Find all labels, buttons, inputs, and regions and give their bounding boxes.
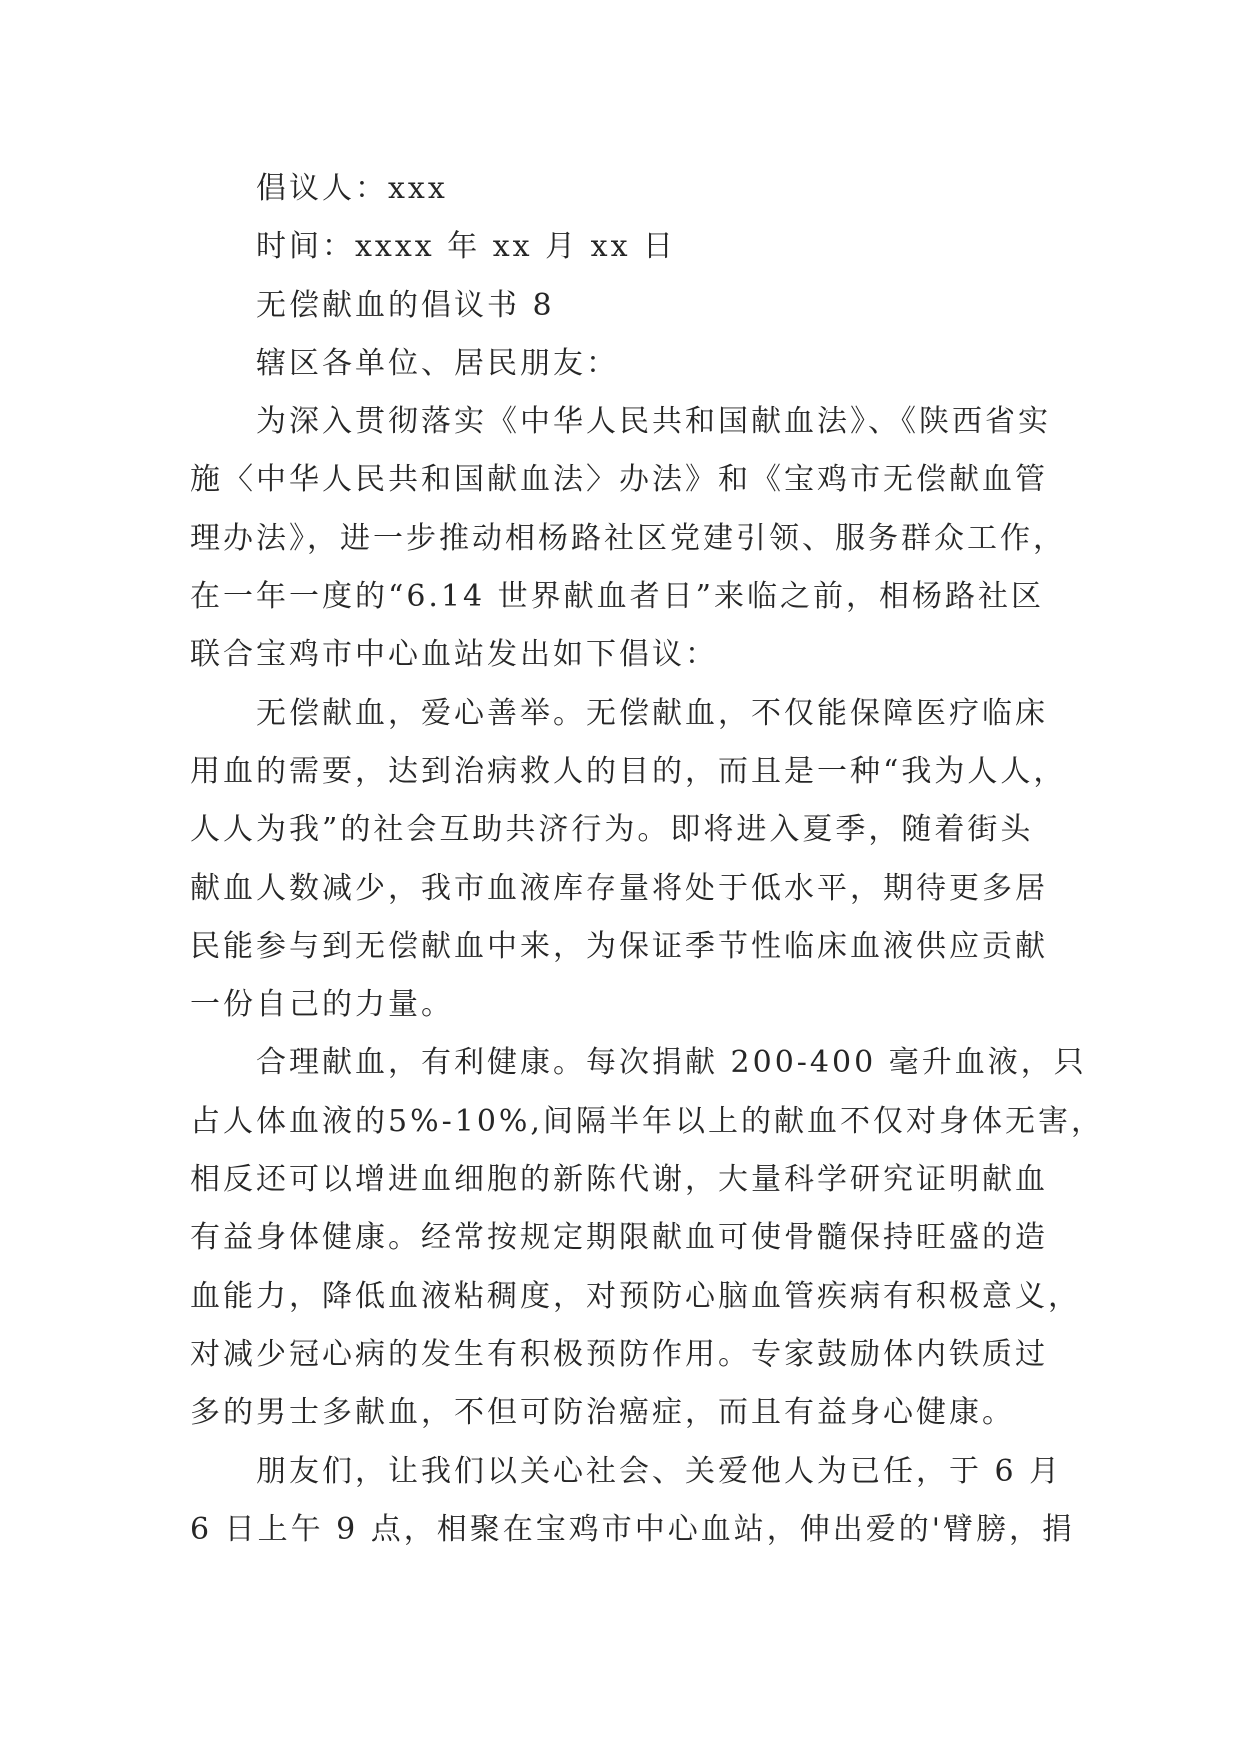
paragraph-4-line: 6 日上午 9 点，相聚在宝鸡市中心血站，伸出爱的'臂膀，捐: [190, 1511, 1076, 1547]
paragraph-2-line: 用血的需要，达到治病救人的目的，而且是一种“我为人人，: [190, 753, 1067, 789]
salutation: 辖区各单位、居民朋友：: [256, 345, 619, 381]
paragraph-2-line: 民能参与到无偿献血中来，为保证季节性临床血液供应贡献: [190, 928, 1048, 964]
paragraph-1-line: 在一年一度的“6.14 世界献血者日”来临之前，相杨路社区: [190, 579, 1045, 615]
paragraph-2-line: 人人为我”的社会互助共济行为。即将进入夏季，随着街头: [190, 812, 1034, 848]
section-title: 无偿献血的倡议书 8: [256, 287, 555, 323]
paragraph-3-line: 有益身体健康。经常按规定期限献血可使骨髓保持旺盛的造: [190, 1220, 1048, 1256]
paragraph-1-line: 为深入贯彻落实《中华人民共和国献血法》、《陕西省实: [256, 404, 1051, 440]
paragraph-1-line: 理办法》，进一步推动相杨路社区党建引领、服务群众工作，: [190, 520, 1066, 556]
paragraph-3-line: 血能力，降低血液粘稠度，对预防心脑血管疾病有积极意义，: [190, 1278, 1081, 1314]
paragraph-3-line: 占人体血液的5%-10%,间隔半年以上的献血不仅对身体无害，: [190, 1103, 1104, 1139]
paragraph-3-line: 对减少冠心病的发生有积极预防作用。专家鼓励体内铁质过: [190, 1336, 1048, 1372]
paragraph-2-line: 一份自己的力量。: [190, 987, 454, 1023]
document-body: [190, 160, 1104, 1559]
paragraph-4-line: 朋友们，让我们以关心社会、关爱他人为已任，于 6 月: [256, 1453, 1063, 1489]
paragraph-1-line: 施〈中华人民共和国献血法〉办法》和《宝鸡市无偿献血管: [190, 462, 1048, 498]
initiator-line: 倡议人：xxx: [256, 171, 448, 206]
paragraph-3-line: 合理献血，有利健康。每次捐献 200-400 毫升血液，只: [256, 1045, 1087, 1081]
paragraph-1-line: 联合宝鸡市中心血站发出如下倡议：: [190, 637, 718, 673]
paragraph-3-line: 相反还可以增进血细胞的新陈代谢，大量科学研究证明献血: [190, 1162, 1048, 1198]
paragraph-2-line: 献血人数减少，我市血液库存量将处于低水平，期待更多居: [190, 870, 1048, 906]
date-line: 时间：xxxx 年 xx 月 xx 日: [256, 229, 677, 265]
paragraph-2-line: 无偿献血，爱心善举。无偿献血，不仅能保障医疗临床: [256, 695, 1048, 731]
paragraph-3-line: 多的男士多献血，不但可防治癌症，而且有益身心健康。: [190, 1395, 1015, 1431]
